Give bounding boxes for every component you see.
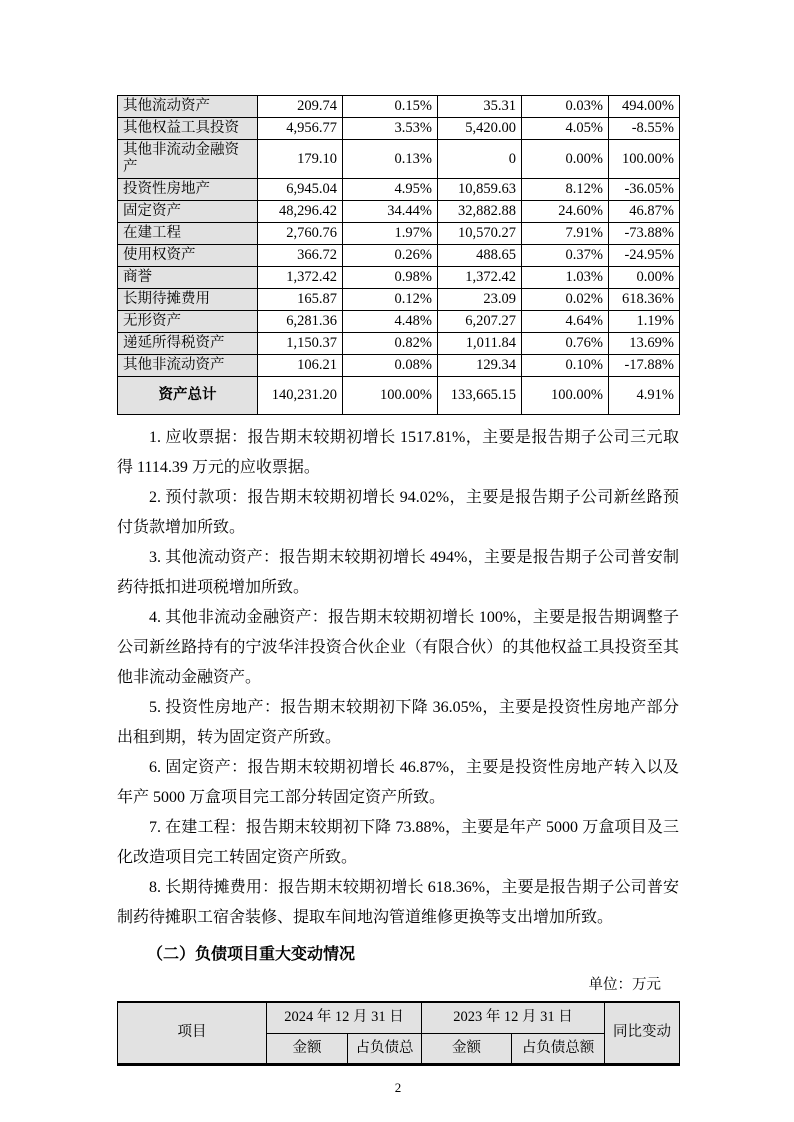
cell-amount-2024 bbox=[258, 377, 343, 415]
cell-amount-2024 bbox=[258, 118, 343, 140]
cell-pct-2024 bbox=[343, 245, 438, 267]
cell-text: 0.03% bbox=[565, 98, 603, 114]
cell-text: 1,372.42 bbox=[465, 269, 516, 285]
cell-amount-2024 bbox=[258, 267, 343, 289]
cell-text: 在建工程 bbox=[123, 225, 181, 241]
cell-item bbox=[118, 377, 258, 415]
cell-pct-2024 bbox=[343, 96, 438, 118]
notes bbox=[117, 423, 679, 933]
table-row bbox=[118, 355, 680, 377]
cell-amount-2023 bbox=[438, 179, 522, 201]
cell-text: 5,420.00 bbox=[465, 120, 516, 136]
table-row bbox=[118, 179, 680, 201]
cell-text: 366.72 bbox=[297, 247, 337, 263]
asset-table-body bbox=[118, 96, 680, 415]
cell-item bbox=[118, 179, 258, 201]
cell-pct-2024 bbox=[343, 118, 438, 140]
cell-change bbox=[609, 311, 680, 333]
cell-text: 0.12% bbox=[394, 291, 432, 307]
cell-text: 0.15% bbox=[394, 98, 432, 114]
cell-text: 其他权益工具投资 bbox=[123, 120, 239, 136]
header-amount-2023: 金额 bbox=[422, 1033, 512, 1064]
cell-text: 6,207.27 bbox=[465, 313, 516, 329]
cell-item bbox=[118, 118, 258, 140]
cell-pct-2023 bbox=[522, 201, 609, 223]
table-row bbox=[118, 96, 680, 118]
cell-text: 0.13% bbox=[394, 150, 432, 167]
cell-amount-2024 bbox=[258, 245, 343, 267]
cell-amount-2024 bbox=[258, 333, 343, 355]
cell-text: 8.12% bbox=[565, 181, 603, 197]
cell-text: -73.88% bbox=[624, 225, 674, 241]
cell-text: 106.21 bbox=[297, 357, 337, 373]
page-number: 2 bbox=[394, 1079, 402, 1095]
table-row bbox=[118, 333, 680, 355]
cell-amount-2024 bbox=[258, 355, 343, 377]
header-period-2023: 2023 年 12 月 31 日 bbox=[422, 1002, 605, 1033]
note-paragraph: 7. 在建工程：报告期末较期初下降 73.88%，主要是年产 5000 万盒项目及三化改造项目完工转固定资产所致。 bbox=[117, 819, 679, 866]
header-amount-2024: 金额 bbox=[267, 1033, 348, 1064]
cell-text: 10,570.27 bbox=[458, 225, 516, 241]
cell-change bbox=[609, 333, 680, 355]
table-row bbox=[118, 267, 680, 289]
cell-text: 4.64% bbox=[565, 313, 603, 329]
cell-pct-2023 bbox=[522, 223, 609, 245]
asset-table bbox=[117, 95, 680, 415]
cell-text: 投资性房地产 bbox=[123, 181, 210, 197]
unit-label: 单位：万元 bbox=[588, 977, 661, 993]
table-row bbox=[118, 223, 680, 245]
cell-change bbox=[609, 118, 680, 140]
cell-pct-2024 bbox=[343, 289, 438, 311]
cell-text: 4.48% bbox=[394, 313, 432, 329]
cell-text: 1,150.37 bbox=[286, 335, 337, 351]
cell-amount-2023 bbox=[438, 267, 522, 289]
cell-text: 1.19% bbox=[636, 313, 674, 329]
cell-amount-2024 bbox=[258, 223, 343, 245]
cell-change bbox=[609, 245, 680, 267]
cell-text: 固定资产 bbox=[123, 203, 181, 219]
liability-table bbox=[117, 1001, 680, 1066]
cell-text: 6,281.36 bbox=[286, 313, 337, 329]
cell-text: 179.10 bbox=[297, 150, 337, 167]
cell-text: 494.00% bbox=[622, 98, 674, 114]
cell-text: 34.44% bbox=[387, 203, 432, 219]
cell-amount-2023 bbox=[438, 333, 522, 355]
cell-text: 1,372.42 bbox=[286, 269, 337, 285]
cell-text: 4.05% bbox=[565, 120, 603, 136]
cell-change bbox=[609, 355, 680, 377]
cell-change bbox=[609, 289, 680, 311]
cell-text: 165.87 bbox=[297, 291, 337, 307]
header-pct-2024: 占负债总 bbox=[348, 1033, 422, 1064]
header-period-2024: 2024 年 12 月 31 日 bbox=[267, 1002, 422, 1033]
note-paragraph: 2. 预付款项：报告期末较期初增长 94.02%，主要是报告期子公司新丝路预付货款增加所致。 bbox=[117, 489, 679, 536]
cell-amount-2023 bbox=[438, 201, 522, 223]
cell-pct-2024 bbox=[343, 355, 438, 377]
cell-text: 0.98% bbox=[394, 269, 432, 285]
cell-change bbox=[609, 201, 680, 223]
cell-text: -8.55% bbox=[631, 120, 674, 136]
cell-text: 209.74 bbox=[297, 98, 337, 114]
cell-pct-2023 bbox=[522, 311, 609, 333]
cell-item bbox=[118, 223, 258, 245]
cell-pct-2023 bbox=[522, 96, 609, 118]
cell-amount-2023 bbox=[438, 96, 522, 118]
cell-text: 129.34 bbox=[476, 357, 516, 373]
note-paragraph: 1. 应收票据：报告期末较期初增长 1517.81%，主要是报告期子公司三元取得 1114.39 万元的应收票据。 bbox=[117, 429, 679, 476]
cell-text: 618.36% bbox=[622, 291, 674, 307]
cell-amount-2023 bbox=[438, 355, 522, 377]
liability-header-row-1 bbox=[118, 1002, 680, 1033]
cell-pct-2023 bbox=[522, 118, 609, 140]
cell-amount-2024 bbox=[258, 311, 343, 333]
cell-pct-2024 bbox=[343, 179, 438, 201]
cell-text: 递延所得税资产 bbox=[123, 335, 225, 351]
cell-text: 其他非流动资产 bbox=[123, 357, 225, 373]
cell-pct-2023 bbox=[522, 179, 609, 201]
table-row bbox=[118, 201, 680, 223]
cell-text: 商誉 bbox=[123, 269, 152, 285]
cell-text: -36.05% bbox=[624, 181, 674, 197]
cell-pct-2024 bbox=[343, 333, 438, 355]
cell-text: 10,859.63 bbox=[458, 181, 516, 197]
cell-pct-2024 bbox=[343, 377, 438, 415]
cell-amount-2024 bbox=[258, 179, 343, 201]
note-paragraph: 6. 固定资产：报告期末较期初增长 46.87%，主要是投资性房地产转入以及年产 5000 万盒项目完工部分转固定资产所致。 bbox=[117, 759, 679, 806]
cell-amount-2024 bbox=[258, 289, 343, 311]
cell-text: 2,760.76 bbox=[286, 225, 337, 241]
cell-pct-2023 bbox=[522, 267, 609, 289]
cell-text: 资产总计 bbox=[158, 387, 217, 403]
cell-text: 7.91% bbox=[565, 225, 603, 241]
cell-change bbox=[609, 223, 680, 245]
cell-text: 100.00% bbox=[380, 387, 432, 403]
cell-text: 长期待摊费用 bbox=[123, 291, 210, 307]
cell-text: -17.88% bbox=[624, 357, 674, 373]
cell-text: 其他非流动金融资产 bbox=[123, 142, 239, 175]
cell-item bbox=[118, 311, 258, 333]
cell-amount-2024 bbox=[258, 96, 343, 118]
cell-text: 32,882.88 bbox=[458, 203, 516, 219]
table-row bbox=[118, 311, 680, 333]
header-item: 项目 bbox=[118, 1002, 267, 1064]
cell-text: 0.08% bbox=[394, 357, 432, 373]
cell-item bbox=[118, 201, 258, 223]
cell-text: 0.10% bbox=[565, 357, 603, 373]
cell-item bbox=[118, 267, 258, 289]
cell-change bbox=[609, 140, 680, 179]
cell-amount-2023 bbox=[438, 245, 522, 267]
cell-text: 6,945.04 bbox=[286, 181, 337, 197]
cell-amount-2024 bbox=[258, 201, 343, 223]
cell-change bbox=[609, 96, 680, 118]
cell-text: 0 bbox=[508, 150, 516, 167]
header-yoy: 同比变动 bbox=[605, 1002, 680, 1064]
cell-pct-2024 bbox=[343, 140, 438, 179]
cell-text: 1.03% bbox=[565, 269, 603, 285]
note-paragraph: 5. 投资性房地产：报告期末较期初下降 36.05%，主要是投资性房地产部分出租到期，转为固定资产所致。 bbox=[117, 699, 679, 746]
cell-text: 1,011.84 bbox=[465, 335, 516, 351]
cell-pct-2023 bbox=[522, 355, 609, 377]
cell-amount-2023 bbox=[438, 377, 522, 415]
cell-text: 使用权资产 bbox=[123, 247, 196, 263]
cell-text: 4,956.77 bbox=[286, 120, 337, 136]
cell-item bbox=[118, 140, 258, 179]
cell-text: 0.82% bbox=[394, 335, 432, 351]
table-row bbox=[118, 140, 680, 179]
cell-item bbox=[118, 355, 258, 377]
asset-total-row bbox=[118, 377, 680, 415]
cell-pct-2024 bbox=[343, 267, 438, 289]
note-paragraph: 4. 其他非流动金融资产：报告期末较期初增长 100%，主要是报告期调整子公司新丝路持有的宁波华沣投资合伙企业（有限合伙）的其他权益工具投资至其他非流动金融资产。 bbox=[117, 609, 679, 686]
note-paragraph: 3. 其他流动资产：报告期末较期初增长 494%，主要是报告期子公司普安制药待抵扣进项税增加所致。 bbox=[117, 549, 679, 596]
cell-change bbox=[609, 179, 680, 201]
cell-text: 3.53% bbox=[394, 120, 432, 136]
cell-pct-2023 bbox=[522, 377, 609, 415]
cell-amount-2023 bbox=[438, 311, 522, 333]
cell-text: 24.60% bbox=[558, 203, 603, 219]
cell-text: 133,665.15 bbox=[450, 387, 516, 403]
cell-amount-2023 bbox=[438, 289, 522, 311]
cell-text: 无形资产 bbox=[123, 313, 181, 329]
cell-text: 48,296.42 bbox=[279, 203, 337, 219]
cell-item bbox=[118, 245, 258, 267]
cell-text: 488.65 bbox=[476, 247, 516, 263]
table-row bbox=[118, 245, 680, 267]
cell-pct-2023 bbox=[522, 245, 609, 267]
note-paragraph: 8. 长期待摊费用：报告期末较期初增长 618.36%，主要是报告期子公司普安制药待摊职工宿舍装修、提取车间地沟管道维修更换等支出增加所致。 bbox=[117, 879, 679, 926]
cell-item bbox=[118, 289, 258, 311]
table-row bbox=[118, 118, 680, 140]
cell-text: 0.76% bbox=[565, 335, 603, 351]
cell-text: 0.00% bbox=[565, 150, 603, 167]
cell-text: 0.26% bbox=[394, 247, 432, 263]
cell-amount-2023 bbox=[438, 223, 522, 245]
cell-amount-2024 bbox=[258, 140, 343, 179]
cell-amount-2023 bbox=[438, 118, 522, 140]
cell-text: 其他流动资产 bbox=[123, 98, 210, 114]
cell-item bbox=[118, 333, 258, 355]
cell-text: 0.37% bbox=[565, 247, 603, 263]
cell-text: 0.02% bbox=[565, 291, 603, 307]
cell-text: 0.00% bbox=[636, 269, 674, 285]
cell-text: 140,231.20 bbox=[271, 387, 337, 403]
cell-change bbox=[609, 267, 680, 289]
cell-amount-2023 bbox=[438, 140, 522, 179]
cell-pct-2024 bbox=[343, 201, 438, 223]
cell-pct-2024 bbox=[343, 311, 438, 333]
cell-pct-2023 bbox=[522, 333, 609, 355]
header-pct-2023: 占负债总额 bbox=[512, 1033, 605, 1064]
cell-text: 35.31 bbox=[483, 98, 516, 114]
cell-text: 100.00% bbox=[622, 150, 674, 167]
cell-text: 1.97% bbox=[394, 225, 432, 241]
cell-text: 23.09 bbox=[483, 291, 516, 307]
cell-pct-2024 bbox=[343, 223, 438, 245]
cell-text: 46.87% bbox=[629, 203, 674, 219]
cell-pct-2023 bbox=[522, 140, 609, 179]
cell-text: 4.95% bbox=[394, 181, 432, 197]
cell-pct-2023 bbox=[522, 289, 609, 311]
cell-text: 100.00% bbox=[551, 387, 603, 403]
cell-text: 13.69% bbox=[629, 335, 674, 351]
cell-item bbox=[118, 96, 258, 118]
table-row bbox=[118, 289, 680, 311]
section-heading: （二）负债项目重大变动情况 bbox=[147, 946, 356, 963]
cell-text: -24.95% bbox=[624, 247, 674, 263]
cell-change bbox=[609, 377, 680, 415]
cell-text: 4.91% bbox=[636, 387, 674, 403]
